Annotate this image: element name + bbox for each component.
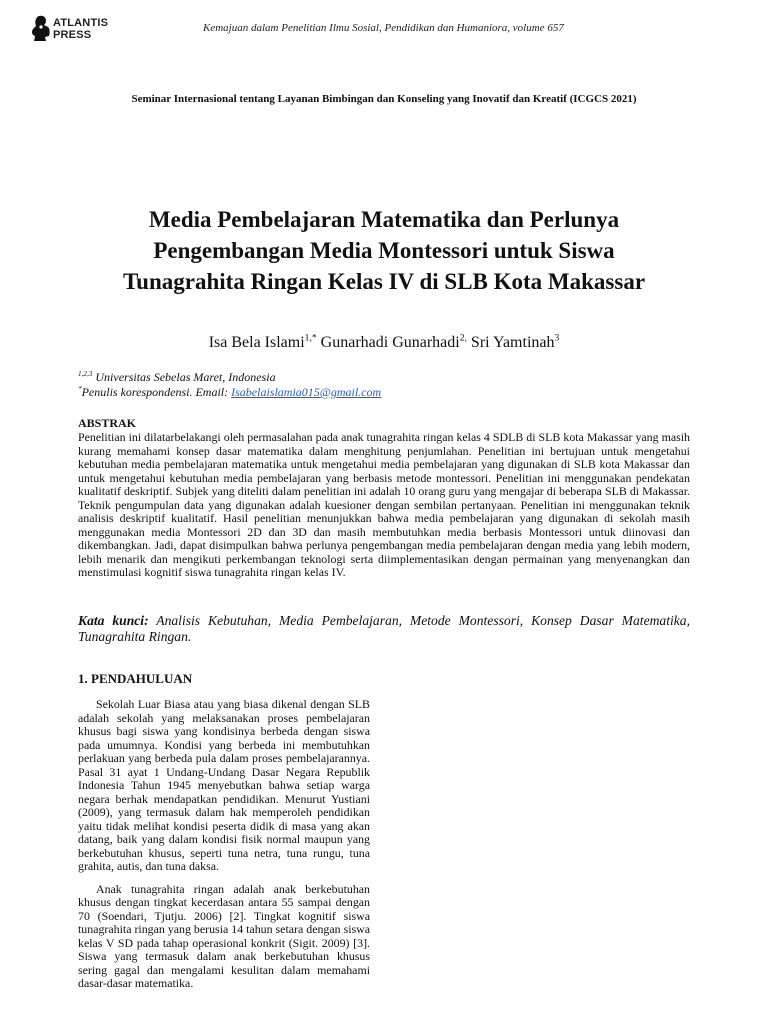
abstract-text: Penelitian ini dilatarbelakangi oleh permasalahan pada anak tunagrahita ringan kelas 4 SDLB di SLB kota Makassar yang masih kurang memahami konsep dasar matematika dalam menghitung penjumlahan. Penelitian ini bertujuan untuk mengetahui kebutuhan media pembelajaran matematika untuk mengetahui media pembelajaran yang digunakan di SLB kota Makassar dan untuk mengetahui kebutuhan media pembelajaran yang berbasis metode montessori. Penelitian ini menggunakan pendekatan kualitatif deskriptif. Subjek yang diteliti dalam penelitian ini adalah 10 orang guru yang mengajar di beberapa SLB di Makassar. Teknik pengumpulan data yang digunakan adalah kuesioner dengan sembilan pertanyaan. Penelitian ini menggunakan teknik analisis deskriptif kualitatif. Hasil penelitian menunjukkan bahwa media pembelajaran yang digunakan di sekolah masih menggunakan media Montessori 2D dan 3D dan masih membutuhkan media berbasis Montessori untuk diinovasi dan dikembangkan. Jadi, dapat disimpulkan bahwa perlunya pengembangan media pembelajaran dengan media yang lebih modern, lebih menarik dan mengikuti perkembangan teknologi serta diimplementasikan dengan permainan yang menyenangkan dan menstimulasi kognitif siswa tunagrahita ringan kelas IV. [78,430,690,579]
author-sup: 2, [459,332,467,344]
affiliation [78,370,678,385]
logo-line2: PRESS [53,29,92,41]
seminar-title: Seminar Internasional tentang Layanan Bimbingan dan Konseling yang Inovatif dan Kreatif (ICGCS 2021) [131,93,637,105]
paper-title: Media Pembelajaran Matematika dan Perlunya Pengembangan Media Montessori untuk Siswa Tunagrahita Ringan Kelas IV di SLB Kota Makassar [122,207,646,294]
journal-header: Kemajuan dalam Penelitian Ilmu Sosial, Pendidikan dan Humaniora, volume 657 [203,22,564,34]
author-name: Gunarhadi Gunarhadi [320,334,460,351]
author-sup: 3 [554,332,560,344]
author-name: Isa Bela Islami [208,334,305,351]
corresponding-author [78,385,678,400]
keywords [78,613,690,645]
email-link[interactable]: Isabelaislamia015@gmail.com [231,385,382,399]
affiliation-text: Universitas Sebelas Maret, Indonesia [95,370,276,384]
author-sup: 1,* [304,332,317,344]
corr-sup: * [78,385,82,393]
thinker-icon [30,14,52,42]
author-name: Sri Yamtinah [470,334,555,351]
paragraph: Sekolah Luar Biasa atau yang biasa dikenal dengan SLB adalah sekolah yang melaksanakan proses pembelajaran khusus bagi siswa yang kondisinya berbeda dengan siswa pada umumnya. Kondisi yang berbeda ini membutuhkan perlakuan yang berbeda pula dalam proses pembelajarannya. Pasal 31 ayat 1 Undang-Undang Dasar Negara Republik Indonesia Tahun 1945 menyebutkan bahwa setiap warga negara berhak mendapatkan pendidikan. Menurut Yustiani (2009), yang termasuk dalam hak memperoleh pendidikan yaitu tidak melihat kondisi peserta didik di masa yang akan datang, baik yang dalam kondisi fisik normal maupun yang berkebutuhan khusus, seperti tuna netra, tuna rungu, tuna grahita, autis, dan tuna daksa. [78,697,370,873]
body-column [78,698,370,1000]
corr-text: Penulis korespondensi. Email: [81,385,229,399]
author-list [0,333,768,353]
keywords-label: Kata kunci: [78,613,149,628]
logo-line1: ATLANTIS [53,17,109,29]
keywords-text: Analisis Kebutuhan, Media Pembelajaran, Metode Montessori, Konsep Dasar Matematika, Tunagrahita Ringan. [78,613,690,644]
section-heading: 1. PENDAHULUAN [78,671,193,686]
affiliation-sup: 1,2,3 [78,370,93,378]
affiliation-block [78,370,678,400]
atlantis-press-logo [30,14,130,44]
paragraph: Anak tunagrahita ringan adalah anak berkebutuhan khusus dengan tingkat kecerdasan antara 55 sampai dengan 70 (Soendari, Tjutju. 2006) [2]. Tingkat kognitif siswa tunagrahita ringan yang berusia 14 tahun setara dengan siswa kelas V SD pada tahap operasional konkrit (Sigit. 2009) [3]. Siswa yang termasuk dalam anak berkebutuhan khusus sering gagal dan mengalami kesulitan dalam memahami dasar-dasar matematika. [78,881,370,990]
abstract-heading: ABSTRAK [78,416,137,430]
logo-text [53,17,108,41]
